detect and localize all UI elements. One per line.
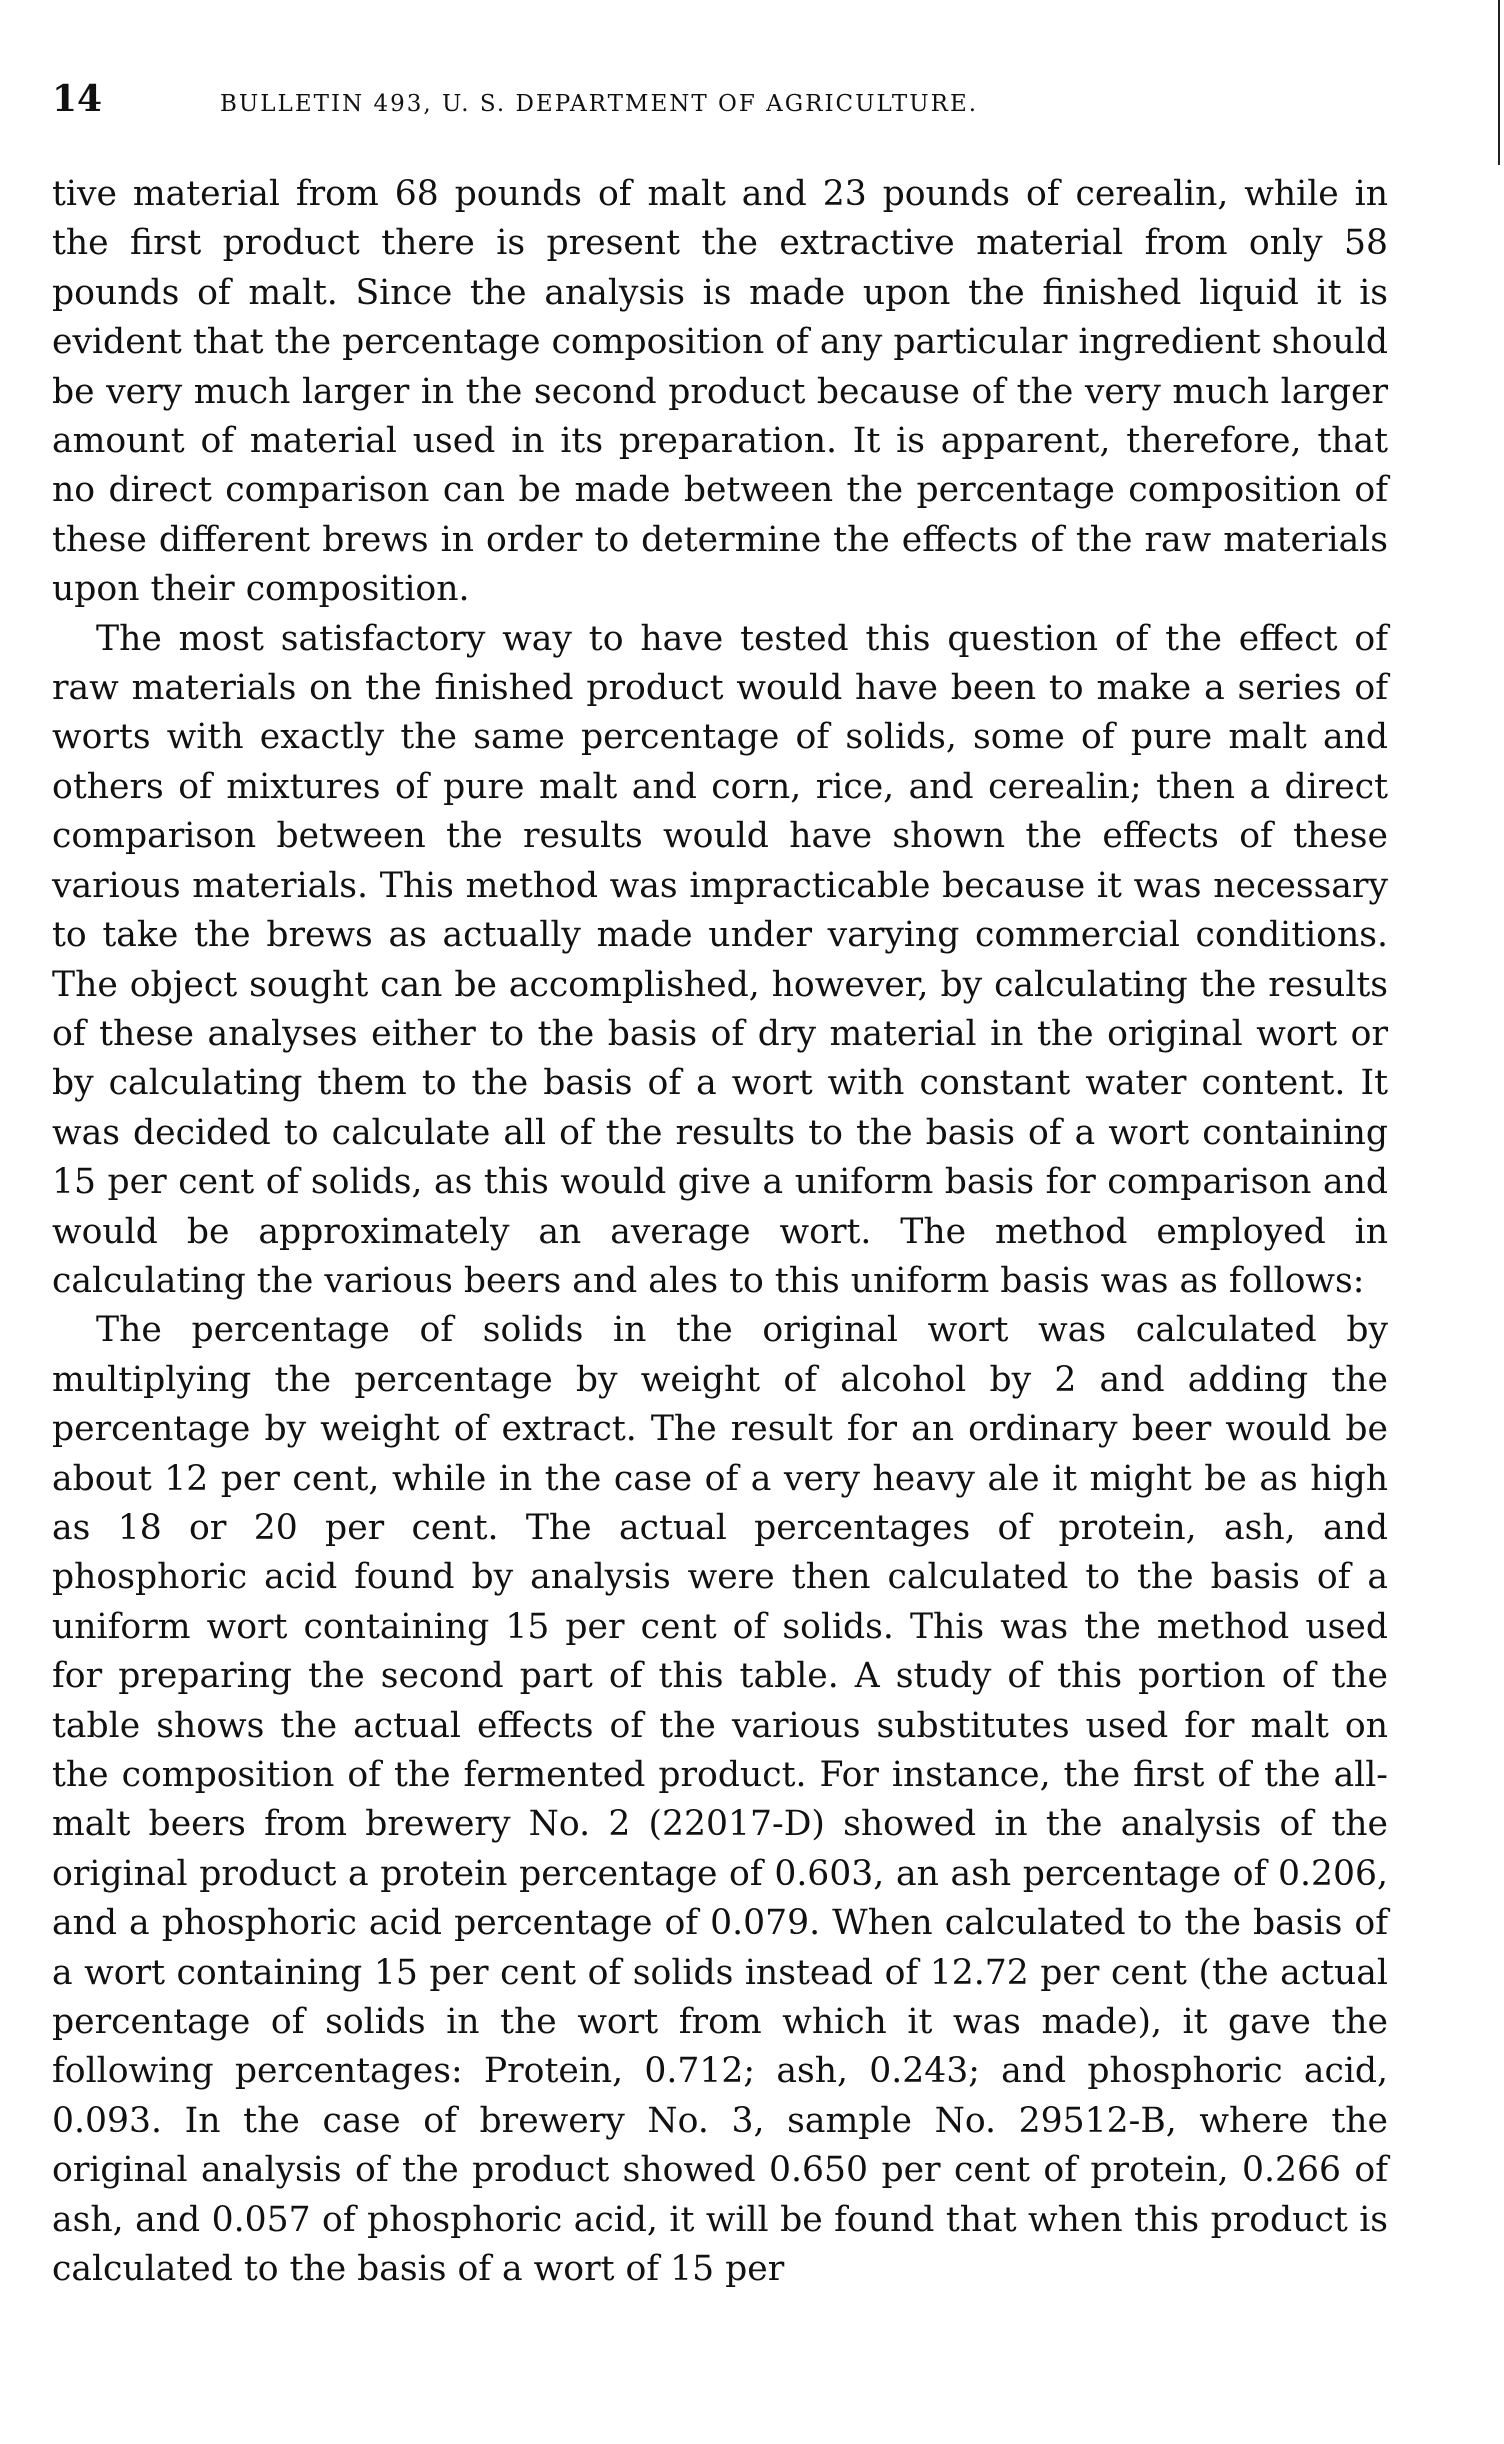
page-header — [52, 78, 1388, 120]
body-text — [52, 170, 1388, 2294]
page — [52, 78, 1388, 2294]
paragraph-2: The most satisfactory way to have tested this question of the effect of raw materials on the finished product would have been to make a series of worts with exactly the same percentage of solids, some of pure malt and others of mixtures of pure malt and corn, rice, and cerealin; then a direct comparison between the results would have shown the effects of these various materials. This method was impracticable because it was necessary to take the brews as actually made under varying commercial conditions. The object sought can be accomplished, however, by calculating the results of these analyses either to the basis of dry material in the original wort or by calculating them to the basis of a wort with constant water content. It was decided to calculate all of the results to the basis of a wort containing 15 per cent of solids, as this would give a uniform basis for comparison and would be approximately an average wort. The method employed in calculating the various beers and ales to this uniform basis was as follows: — [52, 618, 1388, 1301]
running-head: BULLETIN 493, U. S. DEPARTMENT OF AGRICULTURE. — [220, 91, 979, 117]
paragraph-1: tive material from 68 pounds of malt and 23 pounds of cerealin, while in the first product there is present the extractive material from only 58 pounds of malt. Since the analysis is made upon the finished liquid it is evident that the percentage composition of any particular ingredient should be very much larger in the second product because of the very much larger amount of material used in its preparation. It is apparent, therefore, that no direct comparison can be made between the percentage composition of these different brews in order to determine the effects of the raw materials upon their composition. — [52, 174, 1388, 610]
page-number: 14 — [52, 78, 103, 120]
paragraph-3: The percentage of solids in the original wort was calculated by multiplying the percentage by weight of alcohol by 2 and adding the percentage by weight of extract. The result for an ordinary beer would be about 12 per cent, while in the case of a very heavy ale it might be as high as 18 or 20 per cent. The actual percentages of protein, ash, and phosphoric acid found by analysis were then calculated to the basis of a uniform wort containing 15 per cent of solids. This was the method used for preparing the second part of this table. A study of this portion of the table shows the actual effects of the various substitutes used for malt on the composition of the fermented product. For instance, the first of the all-malt beers from brewery No. 2 (22017-D) showed in the analysis of the original product a protein percentage of 0.603, an ash percentage of 0.206, and a phosphoric acid percentage of 0.079. When calculated to the basis of a wort containing 15 per cent of solids instead of 12.72 per cent (the actual percentage of solids in the wort from which it was made), it gave the following percentages: Protein, 0.712; ash, 0.243; and phosphoric acid, 0.093. In the case of brewery No. 3, sample No. 29512-B, where the original analysis of the product showed 0.650 per cent of protein, 0.266 of ash, and 0.057 of phosphoric acid, it will be found that when this product is calculated to the basis of a wort of 15 per — [52, 1310, 1388, 2290]
margin-rule — [1498, 0, 1500, 165]
